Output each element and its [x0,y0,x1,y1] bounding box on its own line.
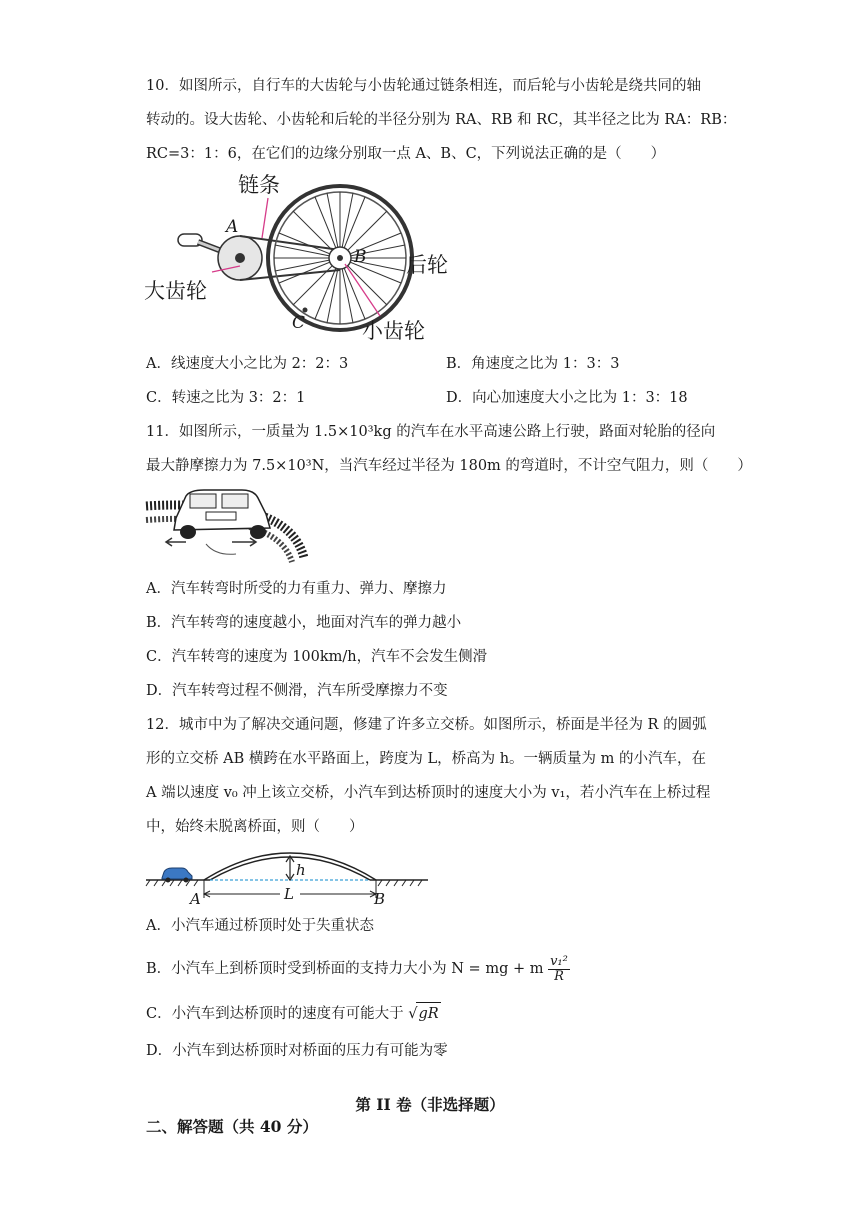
q10-stem-line1: 10．如图所示，自行车的大齿轮与小齿轮通过链条相连，而后轮与小齿轮是绕共同的轴 [146,78,701,94]
fraction-numerator: v₁² [550,953,568,969]
label-point-b: B [354,247,367,267]
bicycle-gear-figure [140,170,470,348]
q10-option-b: B．角速度之比为 1：3：3 [446,356,620,372]
q12-option-a: A．小汽车通过桥顶时处于失重状态 [146,918,374,934]
q12-stem-line4: 中，始终未脱离桥面，则（ ） [146,819,364,835]
q11-option-c: C．汽车转弯的速度为 100km/h，汽车不会发生侧滑 [146,649,488,665]
q10-option-a: A．线速度大小之比为 2：2：3 [146,356,349,372]
q12-option-c-text: C．小汽车到达桥顶时的速度有可能大于 [146,1006,404,1022]
label-chain: 链条 [238,173,280,197]
q12-option-d: D．小汽车到达桥顶时对桥面的压力有可能为零 [146,1043,448,1059]
q10-stem-line3: RC=3：1：6，在它们的边缘分别取一点 A、B、C，下列说法正确的是（ ） [146,146,666,162]
label-l: L [284,885,294,903]
label-end-b: B [374,890,386,908]
label-h: h [296,861,306,879]
q12-stem-line3: A 端以速度 v₀ 冲上该立交桥，小汽车到达桥顶时的速度大小为 v₁，若小汽车在上桥过程 [146,785,711,801]
sqrt-icon: √ [408,1006,418,1022]
label-big-gear: 大齿轮 [144,279,207,303]
label-point-c: C [292,313,306,333]
q12-option-c [146,1002,441,1025]
section-heading: 二、解答题（共 40 分） [146,1117,318,1136]
q11-option-d: D．汽车转弯过程不侧滑，汽车所受摩擦力不变 [146,683,448,699]
bridge-figure [146,846,430,908]
q12-option-b-text: B．小汽车上到桥顶时受到桥面的支持力大小为 N = mg + m [146,961,544,977]
label-rear-wheel: 后轮 [406,253,448,277]
q10-stem-line2: 转动的。设大齿轮、小齿轮和后轮的半径分别为 RA、RB 和 RC，其半径之比为 RA：RB： [146,112,737,128]
label-small-gear: 小齿轮 [362,319,425,343]
section-title: 第 II 卷（非选择题） [355,1095,505,1114]
q11-option-a: A．汽车转弯时所受的力有重力、弹力、摩擦力 [146,581,447,597]
car-turning-figure [146,484,306,564]
sqrt-radicand: gR [416,1002,440,1025]
q11-stem-line1: 11．如图所示，一质量为 1.5×10³kg 的汽车在水平高速公路上行驶，路面对轮胎的径向 [146,424,716,440]
q10-option-c: C．转速之比为 3：2：1 [146,390,306,406]
q11-option-b: B．汽车转弯的速度越小，地面对汽车的弹力越小 [146,615,462,631]
label-end-a: A [190,890,201,908]
small-car-icon [162,868,192,879]
q11-stem-line2: 最大静摩擦力为 7.5×10³N，当汽车经过半径为 180m 的弯道时，不计空气阻力，则（ ） [146,458,752,474]
q12-stem-line1: 12．城市中为了解决交通问题，修建了许多立交桥。如图所示，桥面是半径为 R 的圆弧 [146,717,707,733]
q12-stem-line2: 形的立交桥 AB 横跨在水平路面上，跨度为 L，桥高为 h。一辆质量为 m 的小汽车，在 [146,751,706,767]
q10-option-d: D．向心加速度大小之比为 1：3：18 [446,390,688,406]
q12-option-b [146,950,570,988]
formula-fraction [548,955,570,984]
fraction-denominator: R [554,968,564,984]
label-point-a: A [226,217,239,237]
